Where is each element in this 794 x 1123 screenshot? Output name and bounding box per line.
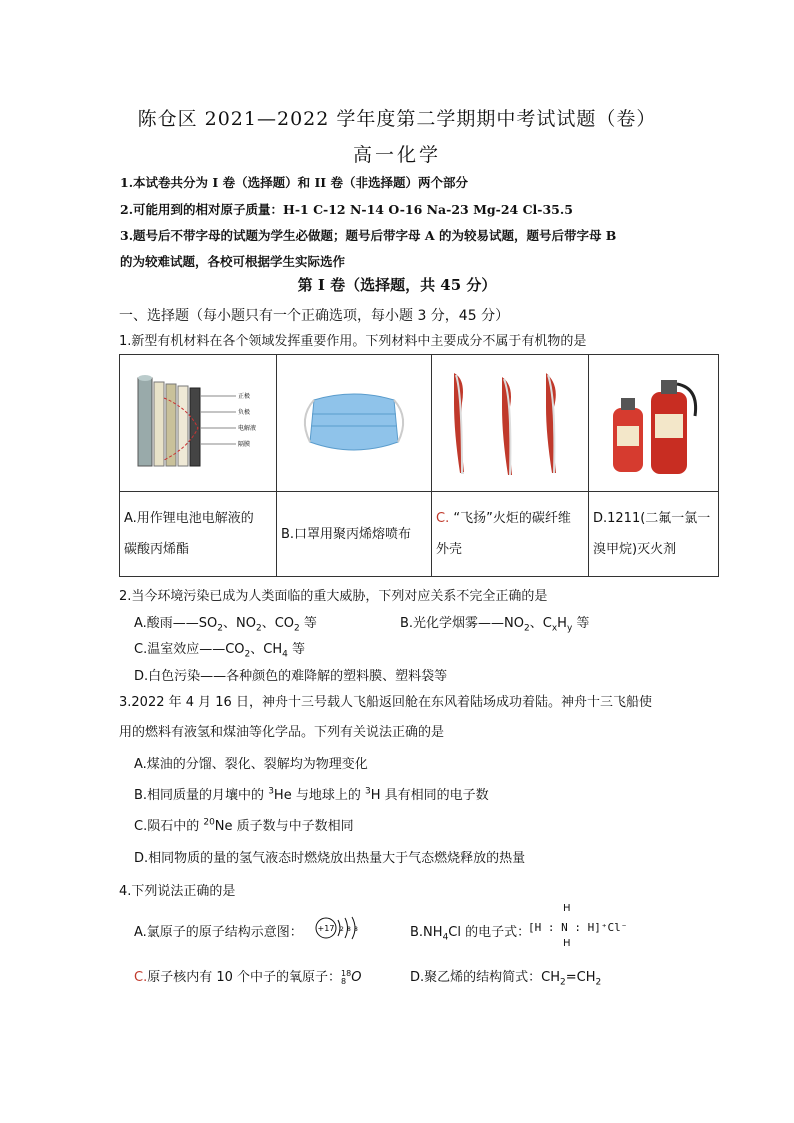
label-electrolyte: 电解液	[238, 425, 257, 432]
q3-option-b: B.相同质量的月壤中的 $^3$He 与地球上的 $^3$H 具有相同的电子数	[134, 786, 489, 803]
q1-image-b	[277, 355, 432, 492]
note-2: 2.可能用到的相对原子质量：H-1 C-12 N-14 O-16 Na-23 Mg-24 Cl-35.5	[120, 202, 573, 217]
q1-option-a: A.用作锂电池电解液的 碳酸丙烯酯	[120, 492, 277, 577]
exam-title: 陈仓区 2021—2022 学年度第二学期期中考试试题（卷）	[137, 108, 657, 130]
q2-option-b: B.光化学烟雾$——NO_2$、$C_xH_y$ 等	[400, 616, 590, 634]
svg-text:2: 2	[340, 926, 344, 933]
q3-stem-2: 用的燃料有液氢和煤油等化学品。下列有关说法正确的是	[119, 725, 445, 740]
q1-option-c: C. “飞扬”火炬的碳纤维 外壳	[432, 492, 589, 577]
q1-image-c	[432, 355, 589, 492]
q1-image-d	[589, 355, 719, 492]
section-part: 一、选择题（每小题只有一个正确选项，每小题 3 分，45 分）	[119, 308, 510, 324]
svg-text:8: 8	[347, 926, 351, 933]
battery-icon	[128, 368, 268, 478]
q2-stem: 2.当今环境污染已成为人类面临的重大威胁，下列对应关系不完全正确的是	[119, 589, 548, 604]
q3-option-d: D.相同物质的量的氢气液态时燃烧放出热量大于气态燃烧释放的热量	[134, 851, 526, 866]
electron-dot-h-top: H	[563, 903, 571, 914]
q2-option-a: A.酸雨$——SO_2$、$NO_2$、$CO_2$ 等	[134, 616, 317, 634]
svg-text:8: 8	[354, 926, 358, 933]
label-negative: 负极	[238, 409, 251, 416]
q2-option-c: C.温室效应$——CO_2$、$CH_4$ 等	[134, 642, 305, 660]
note-1: 1.本试卷共分为 I 卷（选择题）和 II 卷（非选择题）两个部分	[120, 175, 468, 190]
exam-subject: 高一化学	[352, 144, 441, 166]
q4-option-b: $B.NH_4Cl$ 的电子式：	[410, 925, 531, 943]
q4-option-c: C.原子核内有 10 个中子的氧原子： 18 8 O	[134, 968, 362, 986]
q3-option-a: A.煤油的分馏、裂化、裂解均为物理变化	[134, 757, 368, 772]
q1-image-a	[120, 355, 277, 492]
q3-option-c: C.陨石中的 $^{20}$Ne 质子数与中子数相同	[134, 817, 354, 834]
face-mask-icon	[294, 378, 414, 468]
svg-text:+17: +17	[317, 924, 335, 933]
fire-extinguisher-icon	[599, 368, 709, 478]
q2-option-d: D.白色污染——各种颜色的难降解的塑料膜、塑料袋等	[134, 669, 448, 684]
nh4cl-electron-formula: [H : N : H]⁺Cl⁻	[528, 921, 628, 934]
q1-option-d: D.1211(二氟一氯一 溴甲烷)灭火剂	[589, 492, 719, 577]
q3-stem-1: 3.2022 年 4 月 16 日，神舟十三号载人飞船返回舱在东风着陆场成功着陆。神舟十三飞船使	[119, 695, 652, 710]
q1-options-table	[119, 354, 719, 577]
q4-option-a: A.氯原子的原子结构示意图：	[134, 925, 303, 940]
q4-option-d: D.聚乙烯的结构简式：$CH_2=CH_2$	[410, 970, 602, 988]
chlorine-atom-diagram	[314, 914, 364, 942]
label-positive: 正极	[238, 393, 251, 400]
label-separator: 隔膜	[238, 441, 251, 448]
q4-stem: 4.下列说法正确的是	[119, 884, 236, 899]
q1-option-b: B.口罩用聚丙烯熔喷布	[277, 492, 432, 577]
section-title: 第 I 卷（选择题，共 45 分）	[297, 276, 497, 294]
note-3: 3.题号后不带字母的试题为学生必做题；题号后带字母 A 的为较易试题，题号后带字母 B	[120, 228, 617, 243]
q1-stem: 1.新型有机材料在各个领域发挥重要作用。下列材料中主要成分不属于有机物的是	[119, 334, 587, 349]
torch-icon	[440, 363, 580, 483]
electron-dot-h-bottom: H	[563, 938, 571, 949]
note-4: 的为较难试题，各校可根据学生实际选作	[120, 254, 346, 269]
